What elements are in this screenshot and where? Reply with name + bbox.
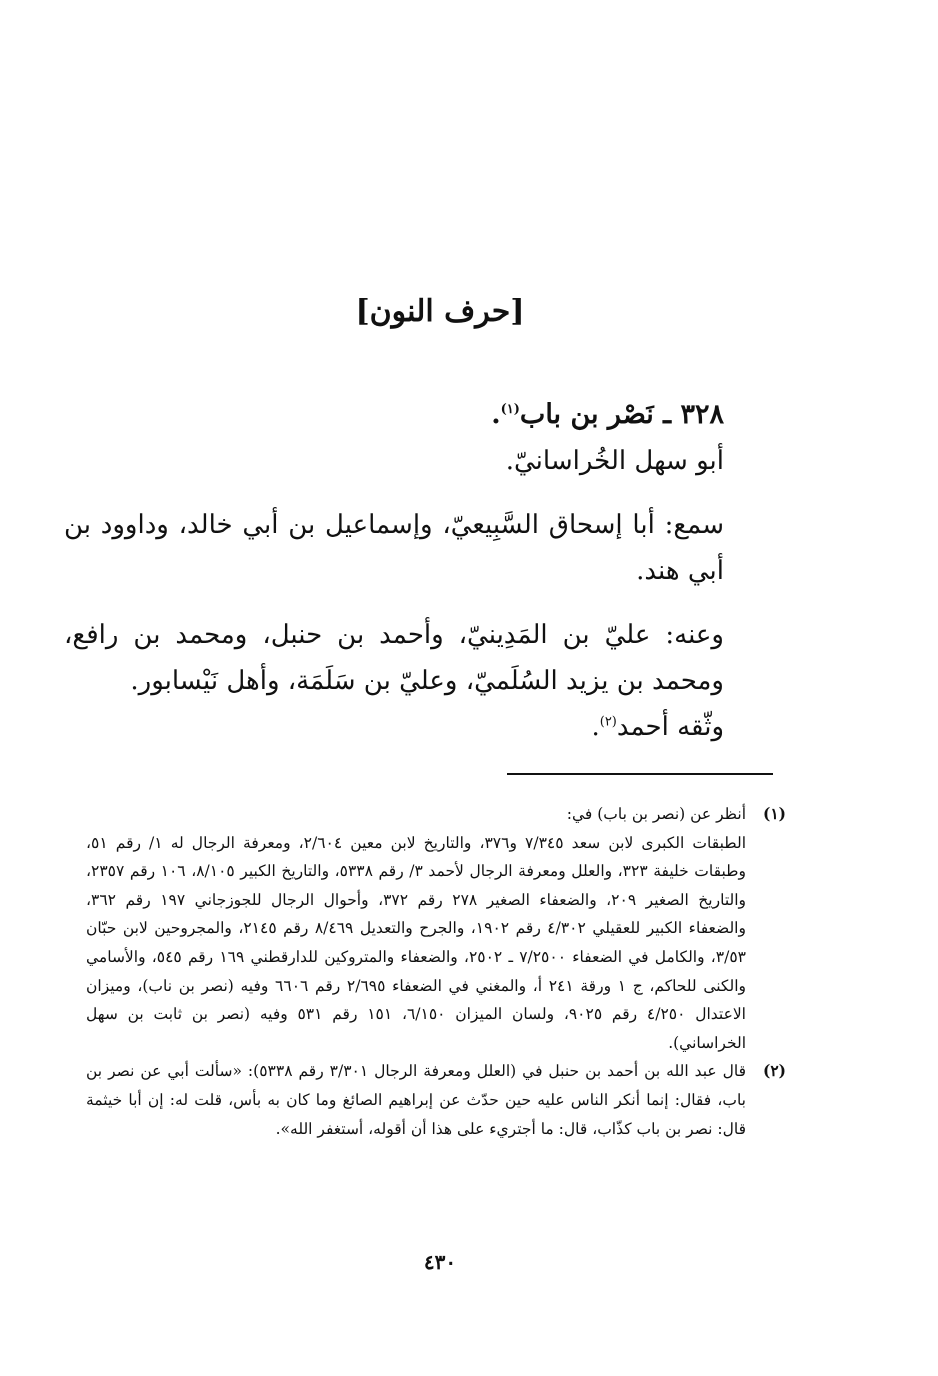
footnotes [86, 800, 786, 1143]
spacer [64, 594, 724, 612]
footnote-ref-1[interactable]: (١) [500, 402, 520, 417]
entry-heading-end: . [491, 399, 501, 430]
footnote-2 [86, 1057, 786, 1143]
footnote-text: الطبقات الكبرى لابن سعد ٧/٣٤٥ و٣٧٦، والتاريخ لابن معين ٢/٦٠٤، ومعرفة الرجال له ١/ رقم ٥١، وطبقات خليفة ٣٢٣، والعلل ومعرفة الرجال لأحمد ٣/ رقم ٥٣٣٨، والتاريخ الكبير ٨/١٠٥، ١٠٦ رقم ٢٣٥٧، والتاريخ الصغير ٢٠٩، والضعفاء الصغير ٢٧٨ رقم ٣٧٢، وأحوال الرجال للجوزجاني ١٩٧ رقم ٣٦٢، والضعفاء الكبير للعقيلي ٤/٣٠٢ رقم ١٩٠٢، والجرح والتعديل ٨/٤٦٩ رقم ٢١٤٥، والمجروحين لابن حبّان ٣/٥٣، والكامل في الضعفاء ٧/٢٥٠٠ ـ ٢٥٠٢، والضعفاء والمتروكين للدارقطني ١٦٩ رقم ٥٤٥، والأسامي والكنى للحاكم، ج ١ ورقة ٢٤١ أ، والمغني في الضعفاء ٢/٦٩٥ رقم ٦٦٠٦ وفيه (نصر بن ناب)، وميزان الاعتدال ٤/٢٥٠ رقم ٩٠٢٥، ولسان الميزان ٦/١٥٠، ١٥١ رقم ٥٣١ وفيه (نصر بن ثابت بن سهل الخراساني). [86, 833, 747, 1052]
entry-heading [64, 392, 724, 438]
footnote-intro: أنظر عن (نصر بن باب) في: [566, 805, 746, 823]
footnote-number: (١) [762, 804, 786, 823]
footnote-text: قال عبد الله بن أحمد بن حنبل في (العلل ومعرفة الرجال ٣/٣٠١ رقم ٥٣٣٨): «سألت أبي عن نصر بن باب، فقال: إنما أنكر الناس عليه حين حدّث عن إبراهيم الصائغ وما كان به بأس، قلت له: إن أبا خيثمة قال: نصر بن باب كذّاب، قال: ما أجتريء على هذا أن أقوله، أستغفر الله». [86, 1062, 746, 1138]
entry-tawthiq [64, 704, 724, 750]
tawthiq-text: وثّقه أحمد [616, 712, 724, 742]
spacer [64, 484, 724, 502]
entry-students: وعنه: عليّ بن المَدِينيّ، وأحمد بن حنبل، ومحمد بن رافع، ومحمد بن يزيد السُلَميّ، وعليّ بن سَلَمَة، وأهل نَيْسابور. [64, 620, 724, 696]
entry-kunya: أبو سهل الخُراسانيّ. [505, 446, 724, 476]
page-number: ٤٣٠ [423, 1250, 457, 1274]
footnote-ref-2[interactable]: (٢) [599, 714, 617, 730]
biography-entry [64, 392, 724, 750]
footnote-body [86, 800, 746, 1057]
tawthiq-end: . [591, 712, 600, 742]
chapter-title: [حرف النون] [355, 294, 525, 329]
footnote-1 [86, 800, 786, 1057]
footnote-divider [507, 773, 773, 775]
footnote-body [86, 1057, 746, 1143]
entry-teachers: سمع: أبا إسحاق السَّبِيعيّ، وإسماعيل بن أبي خالد، وداوود بن أبي هند. [64, 510, 724, 586]
entry-name: ٣٢٨ ـ نَصْر بن باب [519, 399, 724, 430]
footnote-number: (٢) [762, 1061, 786, 1081]
